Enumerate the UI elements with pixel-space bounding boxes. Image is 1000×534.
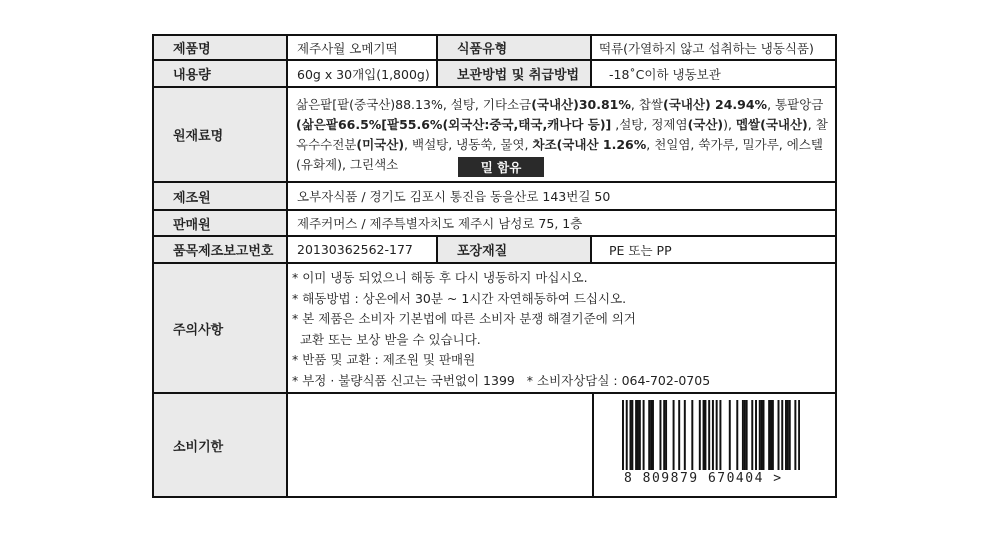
col-divider <box>590 34 592 88</box>
barcode-bar <box>639 400 641 470</box>
value-manufacturer: 오부자식품 / 경기도 김포시 통진읍 동을산로 143번길 50 <box>297 189 611 204</box>
row-divider <box>152 59 837 61</box>
ingredient-segment: (국내산) 24.94% <box>663 97 768 112</box>
barcode-bar <box>798 400 800 470</box>
barcode-image <box>622 400 800 470</box>
ingredient-segment: ,설탕, 정제염 <box>611 117 688 132</box>
barcode-bar <box>787 400 789 470</box>
value-packaging: PE 또는 PP <box>609 242 672 258</box>
col-divider <box>436 34 438 88</box>
ingredient-segment: , 찰옥수수전분 <box>296 117 828 152</box>
barcode-bar <box>684 400 686 470</box>
barcode-bar <box>716 400 718 470</box>
barcode-bar <box>781 400 783 470</box>
label-report-no: 품목제조보고번호 <box>153 236 287 263</box>
ingredient-segment: 차조(국내산 1.26% <box>532 137 647 152</box>
barcode-number: 8 809879 670404 > <box>624 471 783 486</box>
label-storage: 보관방법 및 취급방법 <box>437 60 591 87</box>
barcode-bar <box>742 400 744 470</box>
barcode-bar <box>637 400 639 470</box>
value-ingredients <box>296 95 832 175</box>
label-expiry: 소비기한 <box>153 393 287 497</box>
caution-line: * 해동방법 : 상온에서 30분 ~ 1시간 자연해동하여 드십시오. <box>292 290 627 306</box>
caution-line: * 본 제품은 소비자 기본법에 따른 소비자 분쟁 해결기준에 의거 <box>292 311 636 326</box>
ingredient-segment: 삶은팥[팥(중국산)88.13% <box>296 97 443 112</box>
barcode-bar <box>736 400 738 470</box>
value-seller: 제주커머스 / 제주특별자치도 제주시 남성로 75, 1층 <box>297 216 583 231</box>
barcode-bar <box>744 400 746 470</box>
barcode-bar <box>659 400 661 470</box>
ingredient-segment: (미국산) <box>356 137 405 152</box>
barcode-bar <box>712 400 714 470</box>
row-divider <box>152 209 837 211</box>
caution-line: * 반품 및 교환 : 제조원 및 판매원 <box>292 352 476 367</box>
barcode-bar <box>761 400 763 470</box>
barcode-bar <box>719 400 721 470</box>
value-report-no: 20130362562-177 <box>297 242 413 257</box>
value-storage: -18˚C이하 냉동보관 <box>609 66 721 82</box>
ingredient-segment: 멥쌀(국내산) <box>735 117 808 132</box>
barcode-bar <box>794 400 796 470</box>
ingredient-segment: (국산) <box>687 117 724 132</box>
col-divider <box>592 392 594 498</box>
barcode-bar <box>631 400 633 470</box>
ingredient-segment: , 천일염, 쑥가루, 밀가루, 에스텔(유화제), 그린색소 <box>296 137 823 172</box>
row-divider <box>152 262 837 264</box>
label-manufacturer: 제조원 <box>153 182 287 210</box>
barcode-bar <box>663 400 665 470</box>
ingredient-segment: , 설탕, 기타소금 <box>442 97 532 112</box>
barcode-bar <box>665 400 667 470</box>
col-divider <box>590 235 592 263</box>
label-seller: 판매원 <box>153 210 287 236</box>
border-left <box>152 34 154 498</box>
barcode-bar <box>708 400 710 470</box>
barcode-bar <box>650 400 652 470</box>
ingredient-segment: , 통팥앙금 <box>767 97 824 112</box>
ingredient-segment: , 찹쌀 <box>630 97 664 112</box>
row-divider <box>152 235 837 237</box>
barcode-bar <box>729 400 731 470</box>
ingredient-segment: (국내산)30.81% <box>531 97 631 112</box>
barcode-bar <box>626 400 628 470</box>
border-right <box>835 34 837 498</box>
barcode-bar <box>763 400 765 470</box>
barcode-bar <box>629 400 631 470</box>
label-packaging: 포장재질 <box>437 236 591 263</box>
value-food-type: 떡류(가열하지 않고 섭취하는 냉동식품) <box>599 40 814 56</box>
barcode-bar <box>759 400 761 470</box>
barcode-bar <box>778 400 780 470</box>
col-divider <box>286 34 288 498</box>
row-divider <box>152 181 837 183</box>
barcode-bar <box>622 400 624 470</box>
row-divider <box>152 392 837 394</box>
row-divider <box>152 86 837 88</box>
label-ingredients: 원재료명 <box>153 87 287 182</box>
border-bottom <box>152 496 837 498</box>
barcode-bar <box>768 400 770 470</box>
barcode-bar <box>652 400 654 470</box>
ingredient-segment: ), <box>723 117 736 132</box>
label-product-name: 제품명 <box>153 35 287 60</box>
barcode-bar <box>770 400 772 470</box>
value-product-name: 제주사월 오메기떡 <box>297 40 398 56</box>
caution-line: * 이미 냉동 되었으니 해동 후 다시 냉동하지 마십시오. <box>292 270 588 285</box>
barcode-bar <box>751 400 753 470</box>
ingredient-segment: , 백설탕, 냉동쑥, 물엿, <box>404 137 533 152</box>
caution-line: * 부정 · 불량식품 신고는 국번없이 1399 * 소비자상담실 : 064-702-0705 <box>292 372 711 388</box>
barcode-bar <box>704 400 706 470</box>
barcode-bar <box>648 400 650 470</box>
barcode-bar <box>635 400 637 470</box>
barcode-bar <box>678 400 680 470</box>
caution-list <box>292 268 710 391</box>
allergy-badge: 밀 함유 <box>458 157 544 177</box>
barcode-bar <box>772 400 774 470</box>
barcode-bar <box>699 400 701 470</box>
ingredient-segment: (삶은팥66.5%[팥55.6%(외국산:중국,태국,캐나다 등)] <box>296 117 612 132</box>
label-net-content: 내용량 <box>153 60 287 87</box>
barcode-bar <box>785 400 787 470</box>
label-caution: 주의사항 <box>153 263 287 393</box>
value-net-content: 60g x 30개입(1,800g) <box>297 66 430 82</box>
barcode-bar <box>703 400 705 470</box>
border-top <box>152 34 837 36</box>
label-food-type: 식품유형 <box>437 35 591 60</box>
caution-line: 교환 또는 보상 받을 수 있습니다. <box>292 331 481 347</box>
barcode-bar <box>755 400 757 470</box>
barcode-bar <box>691 400 693 470</box>
barcode-bar <box>789 400 791 470</box>
barcode-bar <box>673 400 675 470</box>
barcode-bar <box>643 400 645 470</box>
barcode-bar <box>746 400 748 470</box>
col-divider <box>436 235 438 263</box>
